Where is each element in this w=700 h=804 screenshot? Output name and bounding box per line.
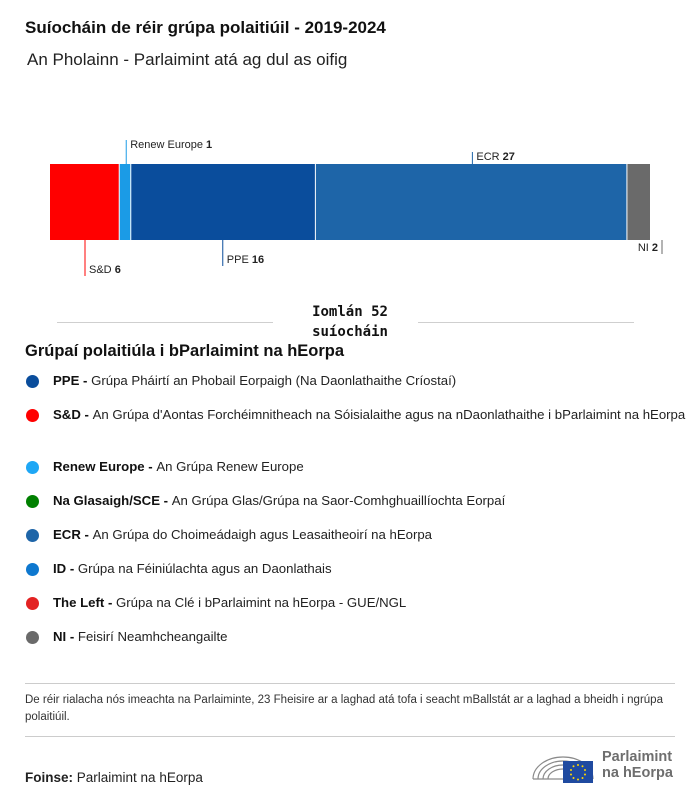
- stacked-bar-chart: [0, 130, 700, 290]
- source-label: Foinse:: [25, 770, 74, 785]
- legend-abbr: PPE -: [53, 373, 92, 388]
- legend-item: [25, 628, 693, 646]
- legend-text: [53, 459, 304, 474]
- divider-top: [25, 683, 675, 684]
- legend-text: [53, 629, 227, 644]
- legend-abbr: Renew Europe -: [53, 459, 157, 474]
- hemicycle-icon: [530, 747, 596, 787]
- legend-swatch: [26, 529, 39, 542]
- legend-item: [25, 492, 693, 510]
- legend-text: [53, 561, 332, 576]
- legend-swatch: [26, 631, 39, 644]
- legend-swatch: [26, 495, 39, 508]
- legend-item: [25, 560, 693, 578]
- data-label-ecr: ECR 27: [476, 151, 515, 163]
- source: [25, 770, 203, 785]
- legend-abbr: NI -: [53, 629, 78, 644]
- chart-subtitle: An Pholainn - Parlaimint atá ag dul as oifig: [27, 50, 348, 69]
- legend-text: [53, 373, 456, 388]
- bar-segment-ecr: [315, 164, 627, 240]
- legend-swatch: [26, 597, 39, 610]
- total-label: Iomlán 52: [312, 304, 388, 320]
- legend-desc: Grúpa na Clé i bParlaimint na hEorpa - GUE/NGL: [116, 595, 407, 610]
- legend-desc: Grúpa Pháirtí an Phobail Eorpaigh (Na Daonlathaithe Críostaí): [91, 373, 457, 388]
- legend-item: [25, 594, 693, 612]
- legend-text: [53, 407, 685, 422]
- legend-text: [53, 493, 505, 508]
- source-value: Parlaimint na hEorpa: [76, 770, 203, 785]
- bar-segment-ppe: [131, 164, 316, 240]
- legend-abbr: ECR -: [53, 527, 93, 542]
- european-parliament-logo: [530, 745, 680, 789]
- bar-segment-s-d: [50, 164, 119, 240]
- bar-segment-renew-europe: [119, 164, 131, 240]
- legend-item: [25, 526, 693, 544]
- legend-item: [25, 372, 693, 390]
- legend-abbr: ID -: [53, 561, 78, 576]
- legend-abbr: The Left -: [53, 595, 117, 610]
- total-seats: [275, 302, 425, 342]
- legend-desc: An Grúpa Renew Europe: [156, 459, 304, 474]
- legend-text: [53, 527, 432, 542]
- legend-swatch: [26, 409, 39, 422]
- legend-text: [53, 595, 406, 610]
- chart-title: Suíocháin de réir grúpa polaitiúil - 2019-2024: [25, 18, 386, 37]
- legend-desc: An Grúpa Glas/Grúpa na Saor-Comhghuaillíochta Eorpaí: [171, 493, 506, 508]
- total-right-rule: [418, 322, 634, 323]
- divider-bottom: [25, 736, 675, 737]
- data-label-ppe: PPE 16: [226, 254, 265, 266]
- legend-item: [25, 406, 693, 424]
- legend-desc: Grúpa na Féiniúlachta agus an Daonlathais: [77, 561, 332, 576]
- legend-abbr: Na Glasaigh/SCE -: [53, 493, 172, 508]
- data-label-ni: NI 2: [637, 242, 658, 254]
- bar-segment-ni: [627, 164, 650, 240]
- data-label-renew-europe: Renew Europe 1: [130, 139, 213, 151]
- total-left-rule: [57, 322, 273, 323]
- legend-swatch: [26, 375, 39, 388]
- legend-abbr: S&D -: [53, 407, 93, 422]
- legend-desc: Feisirí Neamhcheangailte: [77, 629, 228, 644]
- legend-swatch: [26, 563, 39, 576]
- legend-item: [25, 458, 693, 476]
- legend-title: Grúpaí polaitiúla i bParlaimint na hEorpa: [25, 342, 345, 360]
- legend-swatch: [26, 461, 39, 474]
- data-label-s-d: S&D 6: [89, 264, 121, 276]
- logo-wordmark: [602, 749, 673, 781]
- logo-line-2: na hEorpa: [602, 765, 673, 781]
- footnote: De réir rialacha nós imeachta na Parlaiminte, 23 Fheisire ar a laghad atá tofa i seacht mBallstát ar a laghad a bheidh i ngrúpa polaitiúil.: [25, 694, 663, 723]
- legend-desc: An Grúpa d'Aontas Forchéimnitheach na Sóisialaithe agus na nDaonlathaithe i bParlaimint na hEorpa: [92, 407, 686, 422]
- legend-desc: An Grúpa do Choimeádaigh agus Leasaitheoirí na hEorpa: [92, 527, 433, 542]
- total-unit: suíocháin: [312, 324, 388, 340]
- logo-line-1: Parlaimint: [602, 749, 673, 765]
